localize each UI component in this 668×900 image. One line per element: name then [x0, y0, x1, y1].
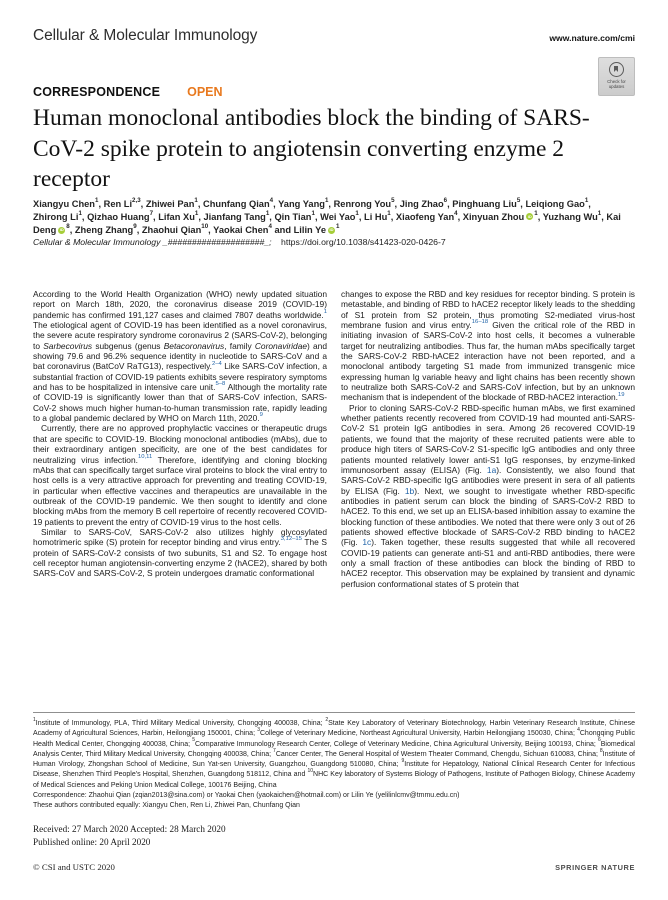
- author-name: Jing Zhao: [399, 199, 444, 209]
- author-name: Chunfang Qian: [203, 199, 270, 209]
- copyright-line: © CSI and USTC 2020: [33, 862, 115, 872]
- author-list: Xiangyu Chen$^1$, Ren Li$^{2,3}$, Zhiwei Pan$^1$, Chunfang Qian$^4$, Yang Yang$^1$, Renrong You$^5$, Jing Zhao$^6$, Pinghuang Liu$^5$, Leiqiong Gao$^1$, Zhirong Li$^1$, Qizhao Huang$^7$, Lifan Xu$^1$, Jianfang Tang$^1$, Qin Tian$^1$, Wei Yao$^1$, Li Hu$^1$, Xiaofeng Yan$^4$, Xinyuan Zhou iD $^1$, Yuzhang Wu$^1$, Kai Deng iD $^8$, Zheng Zhang$^9$, Zhaohui Qian$^{10}$, Yaokai Chen$^4$ and Lilin Ye iD $^1$: [33, 196, 621, 236]
- crossmark-icon: [609, 62, 624, 77]
- journal-title: Cellular & Molecular Immunology: [33, 27, 258, 44]
- body-paragraph: Similar to SARS-CoV, SARS-CoV-2 also utilizes highly glycosylated homotrimeric spike (S) protein for receptor binding and virus entry.$^{3,12-15}$ The S protein of SARS-CoV-2 consists of two subunits, S1 and S2. To engage host cell receptor human angiotensin-converting enzyme 2 (hACE2), shared by both SARS-CoV and SARS-CoV-2, S protein undergoes dramatic conformational: [33, 526, 327, 579]
- badge-text-line1: Check for: [607, 79, 626, 84]
- author-name: Zhiwei Pan: [145, 199, 195, 209]
- affiliation-marker: 6: [597, 737, 601, 744]
- body-paragraph: changes to expose the RBD and key residues for receptor binding. S protein is metastable, and binding of RBD to hACE2 receptor likely leads to the shedding of S1 protein from S2 protein, thus promoting S2-mediated virus-host membrane fusion and virus entry.$^{16-18}$ Given the critical role of the RBD in initiating invasion of SARS-CoV-2 into host cells, it becomes a vulnerable target for neutralizing antibodies. Thus far, the human mAbs specifically target the SARS-CoV-2 RBD-hACE2 interaction have not been reported, and a monoclonal antibody targeting S1 made from immunized transgenic mice expressing human Ig variable heavy and light chains has been recently shown to neutralize both SARS-CoV-2 and SARS-CoV infection, but by an unknown mechanism that is independent of the blockade of RBD-hACE2 interaction.$^{19}$: [341, 289, 635, 403]
- published-line: Published online: 20 April 2020: [33, 836, 151, 847]
- author-name: Zhirong Li: [33, 212, 79, 223]
- author-affiliation-sup: 4: [268, 223, 272, 231]
- author-affiliation-sup: 1: [78, 210, 82, 218]
- author-affiliation-sup: 4: [269, 196, 274, 204]
- author-affiliation-sup: 5: [391, 196, 395, 204]
- footnote-block: [33, 716, 636, 812]
- dates-block: [33, 823, 226, 848]
- author-affiliation-sup: 5: [516, 196, 521, 204]
- figure-link[interactable]: 1c: [362, 537, 372, 548]
- received-accepted-line: Received: 27 March 2020 Accepted: 28 March 2020: [33, 824, 226, 834]
- author-affiliation-sup: 1: [194, 210, 199, 218]
- article-type-label: CORRESPONDENCE: [33, 85, 161, 99]
- bookmark-icon: [614, 66, 618, 73]
- author-name: Xinyuan Zhou: [462, 212, 525, 223]
- orcid-icon[interactable]: iD: [59, 227, 64, 233]
- affiliations: $^1$Institute of Immunology, PLA, Third Military Medical University, Chongqing 400038, China; $^2$State Key Laboratory of Veterinary Biotechnology, Harbin Veterinary Research Institute, Chinese Academy of Agricultural Sciences, Harbin, Heilongjiang 150001, China; $^3$College of Veterinary Medicine, Northeast Agricultural University, Harbin Heilongjiang 150030, China; $^4$Chongqing Public Health Medical Center, Chongqing 400038, China; $^5$Comparative Immunology Research Center, College of Veterinary Medicine, China Agricultural University, Beijing 100193, China; $^6$Biomedical Analysis Center, Third Military Medical University, Chongqing 400038, China; $^7$Cancer Center, The General Hospital of Western Theater Command, Chengdu, Sichuan 610083, China; $^8$Institute of Human Virology, Zhongshan School of Medicine, Sun Yat-sen University, Guangzhou, Guangdong 510080, China; $^9$Institute for Hepatology, National Clinical Research Center for Infectious Disease, Shenzhen Third People's Hospital, Shenzhen, Guangdong 518112, China and $^{10}$NHC Key laboratory of Systems Biology of Pathogens, Institute of Pathogen Biology, Chinese Academy of Medical Sciences and Peking Union Medical College, 100176 Beijing, China: [33, 716, 636, 789]
- figure-link[interactable]: 1b: [404, 485, 415, 496]
- affiliation-marker: 4: [577, 726, 580, 733]
- affiliation-marker: 9: [401, 757, 405, 764]
- reference-link[interactable]: 9: [259, 412, 263, 419]
- body-column-right: [341, 289, 635, 589]
- author-name: Qin Tian: [274, 212, 312, 223]
- italic-term: Coronaviridae: [254, 340, 308, 351]
- reference-link[interactable]: 10,11: [137, 453, 153, 460]
- author-affiliation-sup: 8: [66, 223, 70, 231]
- author-affiliation-sup: 1: [336, 223, 340, 231]
- author-affiliation-sup: 1: [597, 210, 602, 218]
- author-affiliation-sup: 9: [133, 223, 137, 231]
- equal-contribution-line: These authors contributed equally: Xiangyu Chen, Ren Li, Zhiwei Pan, Chunfang Qian: [33, 802, 300, 810]
- author-name: Jianfang Tang: [203, 212, 266, 223]
- author-name: Yaokai Chen: [213, 225, 269, 236]
- author-name: Zhaohui Qian: [141, 225, 202, 236]
- author-affiliation-sup: 1: [355, 210, 359, 218]
- affiliation-marker: 8: [599, 747, 603, 754]
- affiliation-marker: 7: [273, 747, 276, 754]
- author-name: Yang Yang: [278, 199, 325, 209]
- footnote-divider: [33, 712, 635, 713]
- doi-link[interactable]: https://doi.org/10.1038/s41423-020-0426-7: [281, 237, 446, 247]
- reference-link[interactable]: 1: [323, 308, 327, 315]
- reference-link[interactable]: 3,12–15: [280, 536, 302, 543]
- reference-link[interactable]: 19: [618, 391, 625, 398]
- author-affiliation-sup: 7: [149, 210, 154, 218]
- page-footer: [33, 862, 635, 872]
- author-affiliation-sup: 4: [454, 210, 458, 218]
- author-affiliation-sup: 1: [311, 210, 315, 218]
- check-for-updates-badge[interactable]: [598, 57, 635, 96]
- body-paragraph: Currently, there are no approved prophylactic vaccines or therapeutic drugs that are specific to COVID-19. Blocking monoclonal antibodies (mAbs), due to their extraordinary antigen specificity, are one of the best candidates for neutralizing virus infection.$^{10,11}$ Therefore, identifying and cloning blocking mAbs that can specifically target surface viral proteins to block the viral entry to host cells is a very attractive approach for preventing and treating COVID-19, in particular when effective vaccines and therapeutics are unavailable in the outbreak of the COVID-19 pandemic. We then sought to identify and clone blocking mAbs from the memory B cell repertoire of recently recovered COVID-19 patients to prevent the entry of COVID-19 virus to the host cells.: [33, 423, 327, 527]
- article-type-row: [33, 85, 223, 99]
- author-name: Wei Yao: [320, 212, 356, 223]
- body-paragraph: Prior to cloning SARS-CoV-2 RBD-specific human mAbs, we first examined whether patients recently recovered from COVID-19 had mounted anti-SARS-CoV-2 S1 protein IgG antibodies in sera. Among 26 recovered COVID-19 patients, we found that the majority of these recruited patients were able to produce high titers of SARS-CoV-2 S1-specific IgG antibodies and only three patients mounted relatively lower anti-S1 IgG responses, by enzyme-linked immunosorbent assay (ELISA) (Fig. 1a). Consistently, we also found that SARS-CoV-2 RBD-specific IgG antibodies were present in sera of all patients by ELISA (Fig. 1b). Next, we sought to investigate whether RBD-specific antibodies in patient serum can block the binding of SARS-CoV-2 RBD to hACE2. To this end, we set up an ELISA-based inhibition assay to examine the blocking function of these antibodies. We noted that there were only 3 out of 26 patients showed effective blockade of SARS-CoV-2 RBD binding to hACE2 (Fig. 1c). Taken together, these results suggested that while all recovered COVID-19 patients can generate anti-S1 and anti-RBD antibodies, there were only a small fraction of these antibodies can block the binding of RBD to hACE2 receptor. This observation may be explained by transient and dynamic perfusion conformational states of S protein that: [341, 402, 636, 589]
- author-affiliation-sup: 1: [265, 210, 270, 218]
- author-name: Xiangyu Chen: [33, 199, 95, 209]
- author-affiliation-sup: 6: [443, 196, 448, 204]
- figure-link[interactable]: 1a: [486, 464, 497, 475]
- author-name: Lifan Xu: [158, 212, 195, 223]
- italic-term: Betacoronavirus: [163, 340, 225, 351]
- body-paragraph: According to the World Health Organization (WHO) newly updated situation report on March 18th, 2020, the coronavirus disease 2019 (COVID-19) pandemic has confirmed 191,127 cases and claimed 7807 deaths worldwide.$^1$ The etiological agent of COVID-19 has been identified as a novel coronavirus, the severe acute respiratory syndrome coronavirus 2 (SARS-CoV-2), belonging to Sarbecovirus subgenus (genus Betacoronavirus, family Coronaviridae) and showing 79.6 and 96.2% sequence identity in nucleotide to SARS-CoV and a bat coronavirus (BatCoV RaTG13), respectively.$^{2-4}$ Like SARS-CoV infection, a substantial fraction of COVID-19 patients exhibits severe respiratory symptoms and has to be hospitalized in intensive care unit.$^{5-8}$ Although the mortality rate of COVID-19 is significantly lower than that of SARS-CoV infection, SARS-CoV-2 shows much higher human-to-human transmission rate, rapidly leading to a global pandemic declared by WHO on March 11th, 2020.$^9$: [33, 289, 327, 424]
- author-affiliation-sup: 1: [324, 196, 329, 204]
- open-access-label: OPEN: [187, 85, 223, 99]
- affiliation-marker: 3: [257, 726, 261, 733]
- author-affiliation-sup: 1: [584, 196, 589, 204]
- author-name: Renrong You: [333, 199, 392, 209]
- orcid-icon[interactable]: iD: [527, 214, 532, 220]
- author-name: Yuzhang Wu: [542, 212, 598, 223]
- author-name: Lilin Ye: [293, 225, 326, 236]
- author-name: Qizhao Huang: [87, 212, 150, 223]
- orcid-icon[interactable]: iD: [329, 227, 334, 233]
- author-name: Pinghuang Liu: [452, 199, 517, 209]
- author-affiliation-sup: 1: [387, 210, 391, 218]
- author-name: Xiaofeng Yan: [395, 212, 455, 223]
- author-name: Kai Deng: [33, 212, 621, 236]
- author-affiliation-sup: 1: [194, 196, 198, 204]
- italic-term: Sarbecovirus: [43, 340, 93, 351]
- author-affiliation-sup: 1: [534, 210, 538, 218]
- reference-link[interactable]: 5–8: [215, 381, 226, 388]
- reference-link[interactable]: 2–4: [212, 360, 222, 367]
- badge-text-line2: updates: [608, 84, 625, 90]
- author-name: Ren Li: [103, 199, 133, 209]
- author-name: Zheng Zhang: [74, 225, 134, 236]
- author-name: Leiqiong Gao: [525, 199, 585, 209]
- publisher-logo: SPRINGER NATURE: [555, 863, 635, 872]
- body-column-left: [33, 289, 327, 589]
- journal-url-link[interactable]: www.nature.com/cmi: [549, 33, 635, 43]
- article-body: [33, 289, 635, 589]
- author-affiliation-sup: 1: [95, 196, 99, 204]
- correspondence-line: Correspondence: Zhaohui Qian (zqian2013@sina.com) or Yaokai Chen (yaokaichen@hotmail.com) or Lilin Ye (yelilinlcmv@tmmu.edu.cn): [33, 792, 460, 800]
- page-title: Human monoclonal antibodies block the binding of SARS-CoV-2 spike protein to angiotensin converting enzyme 2 receptor: [33, 105, 590, 192]
- affiliation-marker: 5: [192, 737, 195, 744]
- author-name: Li Hu: [364, 212, 388, 223]
- citation-journal: Cellular & Molecular Immunology _####################_;: [33, 237, 272, 247]
- reference-link[interactable]: 16–18: [471, 319, 489, 326]
- citation-line: [33, 237, 446, 247]
- author-affiliation-sup: 10: [201, 223, 209, 231]
- affiliation-marker: 10: [307, 768, 314, 775]
- affiliation-marker: 1: [33, 716, 36, 723]
- affiliation-marker: 2: [325, 716, 329, 723]
- author-affiliation-sup: 2,3: [132, 196, 141, 204]
